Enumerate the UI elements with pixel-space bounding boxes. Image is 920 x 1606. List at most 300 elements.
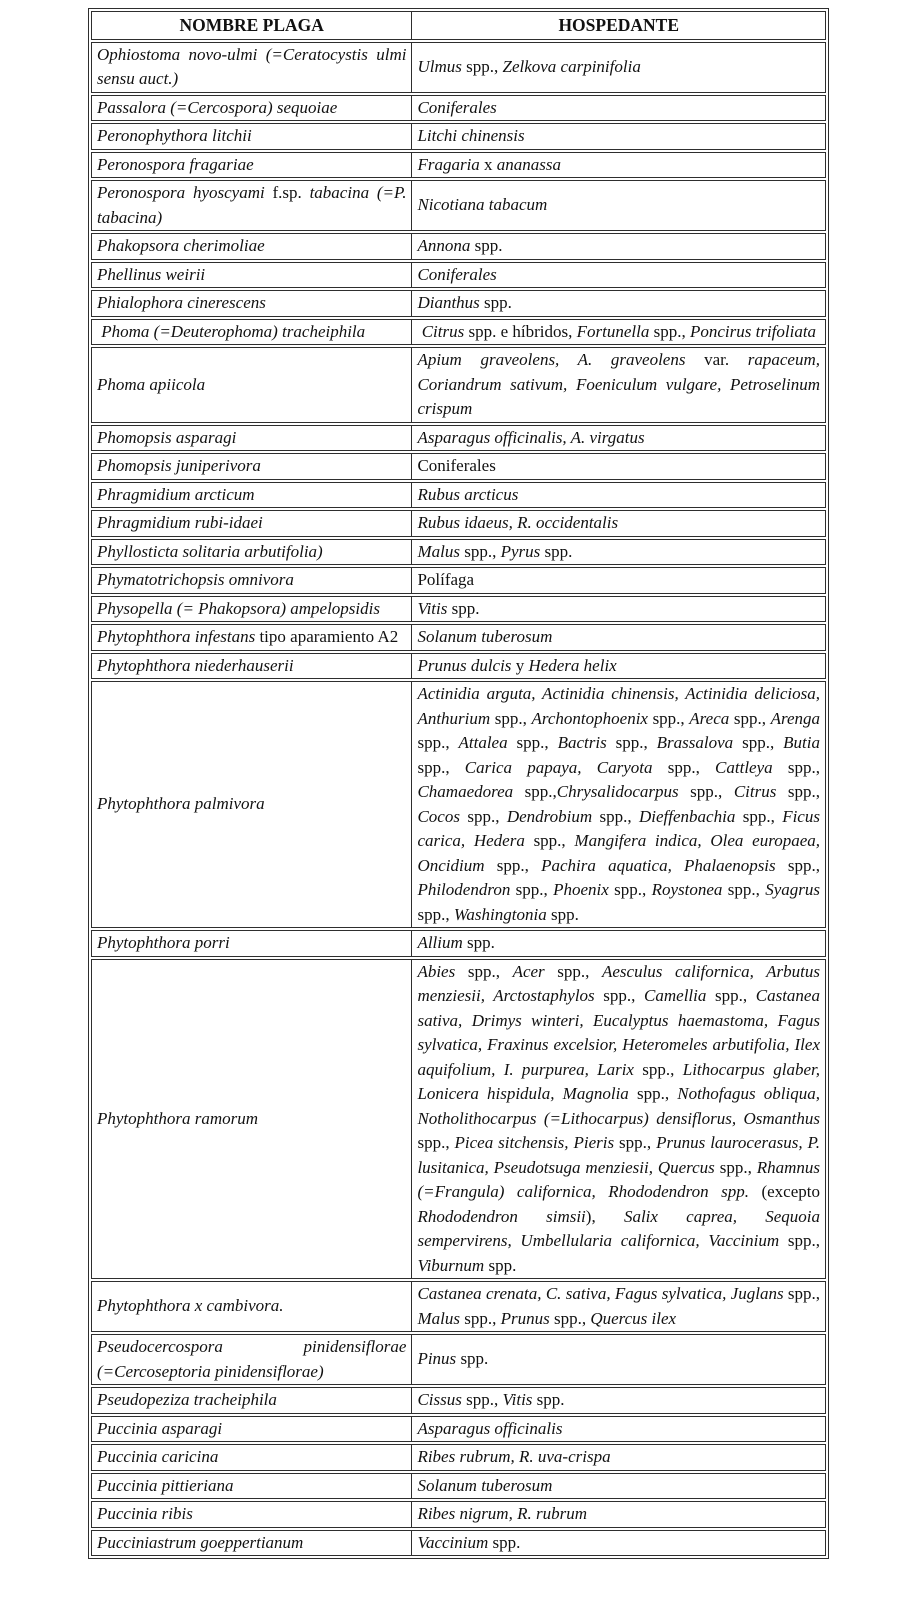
text-segment: Phragmidium arcticum [97, 484, 255, 504]
pest-name-cell-text [97, 568, 406, 593]
text-segment: Ribes nigrum, R. rubrum [417, 1504, 587, 1523]
pest-name-cell-text [97, 153, 406, 178]
text-segment: Puccinia caricina [97, 1447, 219, 1466]
column-header-hospedante: HOSPEDANTE [411, 11, 826, 40]
text-segment: spp. [470, 236, 503, 255]
text-segment: Pachira aquatica, Phalaenopsis [541, 855, 776, 875]
text-segment: Ulmus [417, 56, 462, 76]
pest-name-cell-text [97, 454, 406, 479]
text-segment: Phragmidium rubi-idaei [97, 513, 263, 532]
pest-host-table-wrapper [88, 8, 829, 1559]
pest-name-cell [91, 596, 411, 623]
text-segment: spp., [461, 56, 503, 76]
table-row [91, 482, 826, 509]
table-row [91, 1530, 826, 1557]
pest-name-cell [91, 152, 411, 179]
text-segment: spp., [733, 733, 784, 752]
text-segment: Peronospora hyoscyami [97, 183, 265, 202]
text-segment: spp., [484, 855, 542, 875]
host-cell-text [417, 291, 820, 316]
text-segment: spp., [417, 733, 459, 752]
text-segment: spp. [479, 293, 512, 312]
pest-name-cell-text [97, 792, 406, 817]
text-segment: spp., [614, 1133, 657, 1152]
text-segment: Peronospora fragariae [97, 154, 254, 174]
text-segment: tipo aparamiento A2 [255, 627, 399, 646]
table-row [91, 959, 826, 1280]
text-segment: Phyllosticta solitaria arbutifolia) [97, 541, 323, 561]
host-cell [411, 567, 826, 594]
text-segment: Nothofagus obliqua, Notholithocarpus (=Lithocarpus) densiflorus, Osmanthus [417, 1084, 820, 1128]
text-segment: Phytophthora ramorum [97, 1108, 259, 1128]
host-cell [411, 233, 826, 260]
text-segment: spp., [783, 1284, 820, 1303]
pest-name-cell-text [97, 1531, 406, 1556]
table-row [91, 930, 826, 957]
text-segment: Litchi chinensis [417, 126, 525, 145]
table-header-row [91, 11, 826, 40]
pest-name-cell [91, 123, 411, 150]
text-segment: Dendrobium [506, 806, 593, 826]
text-segment: Asparagus officinalis [417, 1418, 563, 1438]
pest-name-cell-text [97, 597, 406, 622]
text-segment: Actinidia arguta, Actinidia chinensis, Actinidia deliciosa, Anthurium [417, 684, 820, 728]
host-cell [411, 180, 826, 231]
text-segment: Phoma apiicola [97, 374, 206, 394]
host-cell-text [417, 263, 820, 288]
text-segment: Phoenix [553, 880, 609, 899]
text-segment: Phytophthora niederhauserii [97, 655, 294, 675]
text-segment: spp., [455, 961, 513, 981]
host-cell-text [417, 931, 820, 956]
host-cell [411, 653, 826, 680]
host-cell-text [417, 1282, 820, 1331]
table-row [91, 567, 826, 594]
host-cell [411, 1444, 826, 1471]
text-segment: spp., [775, 855, 820, 875]
pest-name-cell [91, 290, 411, 317]
pest-name-cell [91, 1281, 411, 1332]
host-cell-text [417, 1502, 820, 1527]
pest-name-cell [91, 510, 411, 537]
host-cell-text [417, 625, 820, 650]
table-row [91, 596, 826, 623]
text-segment: Viburnum [417, 1255, 485, 1275]
text-segment: spp., [647, 708, 690, 728]
host-cell-text [417, 1347, 820, 1372]
text-segment: Cissus [417, 1390, 462, 1409]
column-header-nombre-plaga: NOMBRE PLAGA [91, 11, 411, 40]
host-cell-text [417, 193, 820, 218]
text-segment: Pinus [417, 1349, 457, 1369]
text-segment: Quercus ilex [590, 1308, 677, 1328]
text-segment: spp. [546, 904, 579, 924]
text-segment: Phakopsora cherimoliae [97, 236, 265, 255]
text-segment: Cattleya [715, 757, 773, 777]
pest-name-cell [91, 42, 411, 93]
pest-name-cell [91, 347, 411, 423]
pest-name-cell-text [97, 1294, 406, 1319]
table-row [91, 1281, 826, 1332]
table-row [91, 262, 826, 289]
text-segment: Roystonea [651, 880, 723, 899]
pest-name-cell-text [97, 181, 406, 230]
text-segment: spp., [779, 1231, 820, 1250]
text-segment: Vitis [417, 598, 448, 618]
text-segment: ), [585, 1206, 624, 1226]
text-segment: Phoma (=Deuterophoma) tracheiphila [97, 321, 366, 341]
pest-name-cell-text [97, 124, 406, 149]
pest-name-cell-text [97, 1388, 406, 1413]
host-cell [411, 347, 826, 423]
host-cell [411, 1416, 826, 1443]
text-segment: Rhododendron simsii [417, 1206, 586, 1226]
text-segment: Citrus [421, 321, 465, 341]
text-segment: spp., [513, 782, 557, 801]
text-segment: Phymatotrichopsis omnivora [97, 570, 294, 589]
table-row [91, 624, 826, 651]
host-cell-text [417, 540, 820, 565]
host-cell-text [417, 960, 820, 1279]
pest-name-cell-text [97, 234, 406, 259]
text-segment: Poncirus trifoliata [689, 321, 817, 341]
table-row [91, 42, 826, 93]
host-cell [411, 290, 826, 317]
host-cell [411, 1281, 826, 1332]
text-segment: Dieffenbachia [639, 806, 736, 826]
pest-name-cell-text [97, 511, 406, 536]
text-segment: Phytophthora palmivora [97, 794, 265, 814]
table-row [91, 152, 826, 179]
host-cell [411, 596, 826, 623]
pest-name-cell [91, 567, 411, 594]
table-row [91, 95, 826, 122]
text-segment: Butia [783, 733, 820, 752]
text-segment: spp., [490, 708, 532, 728]
host-cell-text [417, 426, 820, 451]
pest-name-cell-text [97, 540, 406, 565]
text-segment: Solanum tuberosum [417, 627, 553, 646]
pest-name-cell [91, 1444, 411, 1471]
text-segment: Aesculus californica, Arbutus menziesii, Arctostaphylos [417, 961, 820, 1005]
text-segment: Castanea crenata, C. sativa, Fagus sylvatica, Juglans [417, 1284, 784, 1303]
text-segment: (excepto [749, 1182, 820, 1201]
table-row [91, 347, 826, 423]
text-segment: Malus [417, 1308, 460, 1328]
text-segment: spp., [729, 708, 771, 728]
pest-name-cell [91, 959, 411, 1280]
text-segment: spp. [456, 1349, 489, 1369]
text-segment: spp., [459, 806, 507, 826]
host-cell-text [417, 682, 820, 927]
pest-name-cell [91, 1387, 411, 1414]
text-segment: Abies [417, 961, 456, 981]
text-segment: Vitis [502, 1390, 533, 1409]
text-segment: Syagrus [765, 880, 820, 899]
text-segment: tabacina (=P. tabacina) [97, 183, 407, 227]
pest-name-cell [91, 1530, 411, 1557]
pest-name-cell [91, 319, 411, 346]
pest-name-cell-text [97, 1335, 406, 1384]
host-cell [411, 681, 826, 928]
table-row [91, 1444, 826, 1471]
text-segment: spp. e híbridos, [464, 321, 577, 341]
host-cell-text [417, 153, 820, 178]
pest-name-cell-text [97, 96, 406, 121]
text-segment: spp., [549, 1308, 591, 1328]
text-segment: spp. [540, 541, 573, 561]
pest-name-cell [91, 681, 411, 928]
text-segment: Ribes rubrum, R. uva-crispa [417, 1447, 611, 1466]
host-cell [411, 1530, 826, 1557]
host-cell-text [417, 568, 820, 593]
text-segment: spp., [510, 880, 554, 899]
host-cell-text [417, 1388, 820, 1413]
host-cell [411, 1334, 826, 1385]
text-segment: Areca [689, 708, 730, 728]
pest-name-cell [91, 624, 411, 651]
table-row [91, 319, 826, 346]
host-cell-text [417, 96, 820, 121]
host-cell [411, 262, 826, 289]
pest-name-cell [91, 653, 411, 680]
host-cell [411, 1501, 826, 1528]
host-cell [411, 42, 826, 93]
text-segment: Passalora (=Cercospora) sequoiae [97, 97, 338, 117]
text-segment: Carica papaya, Caryota [464, 757, 653, 777]
text-segment: spp. [447, 598, 480, 618]
pest-name-cell-text [97, 291, 406, 316]
text-segment: spp., [772, 757, 820, 777]
text-segment: rapaceum, Coriandrum sativum, Foeniculum vulgare, Petroselinum crispum [417, 350, 820, 418]
text-segment: Rubus idaeus, R. occidentalis [417, 513, 619, 532]
text-segment: spp., [776, 782, 820, 801]
text-segment: Rhamnus (=Frangula) californica, Rhododendron spp. [417, 1157, 820, 1201]
text-segment: Annona [417, 236, 471, 255]
text-segment: Arenga [770, 708, 821, 728]
pest-name-cell-text [97, 426, 406, 451]
table-row [91, 653, 826, 680]
text-segment: spp., [417, 904, 454, 924]
pest-name-cell-text [97, 654, 406, 679]
text-segment: spp. [462, 933, 495, 952]
pest-name-cell-text [97, 625, 406, 650]
table-row [91, 1473, 826, 1500]
text-segment: Brassalova [656, 733, 734, 752]
text-segment: Physopella (= Phakopsora) ampelopsidis [97, 598, 380, 618]
text-segment: spp., [628, 1084, 678, 1103]
text-segment: Phomopsis asparagi [97, 427, 237, 447]
text-segment: Bactris [557, 733, 607, 752]
text-segment: spp., [459, 541, 501, 561]
pest-name-cell-text [97, 1474, 406, 1499]
text-segment: spp., [507, 733, 558, 752]
host-cell [411, 1473, 826, 1500]
pest-host-table [91, 9, 826, 1558]
host-cell [411, 624, 826, 651]
text-segment: Ophiostoma novo-ulmi (=Ceratocystis ulmi sensu auct.) [97, 44, 407, 88]
text-segment: spp., [633, 1059, 683, 1079]
text-segment: Cocos [417, 806, 460, 826]
text-segment: spp., [417, 757, 465, 777]
host-cell-text [417, 348, 820, 422]
text-segment: spp., [608, 880, 652, 899]
text-segment: Polífaga [417, 570, 475, 589]
text-segment: spp., [649, 321, 690, 341]
host-cell [411, 319, 826, 346]
text-segment: Puccinia pittieriana [97, 1475, 234, 1495]
text-segment: Phellinus weirii [97, 264, 206, 284]
pest-name-cell-text [97, 1107, 406, 1132]
text-segment: Salix caprea, Sequoia sempervirens, Umbellularia californica, Vaccinium [417, 1206, 820, 1250]
text-segment: Lithocarpus glaber, Lonicera hispidula, Magnolia [417, 1059, 820, 1103]
text-segment: spp., [714, 1157, 757, 1177]
pest-name-cell-text [97, 320, 406, 345]
text-segment: spp., [652, 757, 716, 777]
host-cell-text [417, 320, 820, 345]
text-segment: Archontophoenix [531, 708, 648, 728]
host-cell-text [417, 454, 820, 479]
host-cell [411, 123, 826, 150]
text-segment: Pucciniastrum goeppertianum [97, 1532, 304, 1552]
table-row [91, 539, 826, 566]
host-cell-text [417, 1445, 820, 1470]
text-segment: Nicotiana tabacum [417, 195, 548, 215]
table-row [91, 1387, 826, 1414]
text-segment: spp., [722, 880, 766, 899]
text-segment: Phialophora cinerescens [97, 293, 266, 312]
text-segment: Allium [417, 933, 463, 952]
host-cell [411, 482, 826, 509]
text-segment: Coniferales [417, 264, 497, 284]
text-segment: Vaccinium [417, 1532, 489, 1552]
pest-name-cell-text [97, 1445, 406, 1470]
text-segment: Citrus [733, 782, 777, 801]
pest-name-cell-text [97, 483, 406, 508]
pest-name-cell [91, 539, 411, 566]
text-segment: Pseudocercospora pinidensiflorae (=Cercoseptoria pinidensiflorae) [97, 1337, 407, 1381]
pest-name-cell [91, 1334, 411, 1385]
host-cell-text [417, 1531, 820, 1556]
pest-name-cell [91, 180, 411, 231]
host-cell [411, 1387, 826, 1414]
host-cell-text [417, 511, 820, 536]
text-segment: Fortunella [576, 321, 650, 341]
host-cell-text [417, 483, 820, 508]
pest-name-cell [91, 425, 411, 452]
pest-name-cell-text [97, 263, 406, 288]
text-segment: Washingtonia [453, 904, 547, 924]
text-segment: spp., [594, 986, 645, 1005]
text-segment: Hedera helix [528, 655, 617, 675]
host-cell-text [417, 55, 820, 80]
text-segment: spp., [706, 986, 756, 1005]
table-row [91, 180, 826, 231]
text-segment: Ficus carica, Hedera [417, 806, 820, 850]
pest-name-cell [91, 262, 411, 289]
table-row [91, 233, 826, 260]
text-segment: Zelkova carpinifolia [502, 56, 641, 76]
text-segment: spp., [544, 961, 602, 981]
text-segment: f.sp. [264, 183, 310, 202]
text-segment: var. [685, 350, 748, 369]
pest-name-cell-text [97, 373, 406, 398]
text-segment: spp., [459, 1308, 501, 1328]
table-row [91, 1334, 826, 1385]
pest-name-cell [91, 1501, 411, 1528]
table-row [91, 123, 826, 150]
text-segment: Asparagus officinalis, A. virgatus [417, 427, 645, 447]
host-cell-text [417, 124, 820, 149]
text-segment: Malus [417, 541, 460, 561]
text-segment: Phytophthora x cambivora. [97, 1296, 284, 1316]
text-segment: Philodendron [417, 880, 511, 899]
text-segment: Chamaedorea [417, 782, 514, 801]
text-segment: Fragaria [417, 154, 480, 174]
table-row [91, 510, 826, 537]
pest-name-cell [91, 233, 411, 260]
text-segment: Acer [512, 961, 545, 981]
host-cell [411, 930, 826, 957]
text-segment: Picea sitchensis, Pieris [454, 1133, 615, 1152]
text-segment: Puccinia ribis [97, 1504, 193, 1523]
host-cell-text [417, 597, 820, 622]
text-segment: spp., [524, 831, 575, 850]
text-segment: Chrysalidocarpus [556, 782, 679, 801]
text-segment: Prunus dulcis [417, 655, 512, 675]
text-segment: Rubus arcticus [417, 484, 519, 504]
table-row [91, 453, 826, 480]
pest-name-cell [91, 453, 411, 480]
text-segment: Prunus laurocerasus, P. lusitanica, Pseudotsuga menziesii, Quercus [417, 1133, 820, 1177]
host-cell [411, 510, 826, 537]
pest-name-cell [91, 482, 411, 509]
text-segment: Attalea [458, 733, 508, 752]
text-segment: Phytophthora porri [97, 933, 230, 952]
table-body [91, 42, 826, 1557]
pest-name-cell-text [97, 1502, 406, 1527]
host-cell [411, 453, 826, 480]
table-row [91, 681, 826, 928]
text-segment: Prunus [500, 1308, 550, 1328]
host-cell [411, 95, 826, 122]
text-segment: Puccinia asparagi [97, 1418, 223, 1438]
table-row [91, 290, 826, 317]
text-segment: spp. [484, 1255, 517, 1275]
pest-name-cell-text [97, 1417, 406, 1442]
host-cell-text [417, 1474, 820, 1499]
text-segment: Apium graveolens, A. graveolens [417, 350, 686, 369]
text-segment: spp., [461, 1390, 503, 1409]
text-segment: ananassa [496, 154, 562, 174]
pest-name-cell-text [97, 931, 406, 956]
host-cell [411, 539, 826, 566]
text-segment: spp., [735, 806, 783, 826]
text-segment: Mangifera indica, Olea europaea, Oncidium [417, 831, 820, 875]
text-segment: Solanum tuberosum [417, 1475, 553, 1495]
text-segment: Coniferales [417, 456, 496, 475]
pest-name-cell-text [97, 43, 406, 92]
pest-name-cell [91, 1473, 411, 1500]
text-segment: spp. [532, 1390, 565, 1409]
text-segment: spp., [678, 782, 734, 801]
host-cell [411, 959, 826, 1280]
pest-name-cell [91, 95, 411, 122]
text-segment: spp. [488, 1532, 521, 1552]
host-cell [411, 152, 826, 179]
text-segment: Camellia [644, 986, 707, 1005]
text-segment: spp., [606, 733, 657, 752]
